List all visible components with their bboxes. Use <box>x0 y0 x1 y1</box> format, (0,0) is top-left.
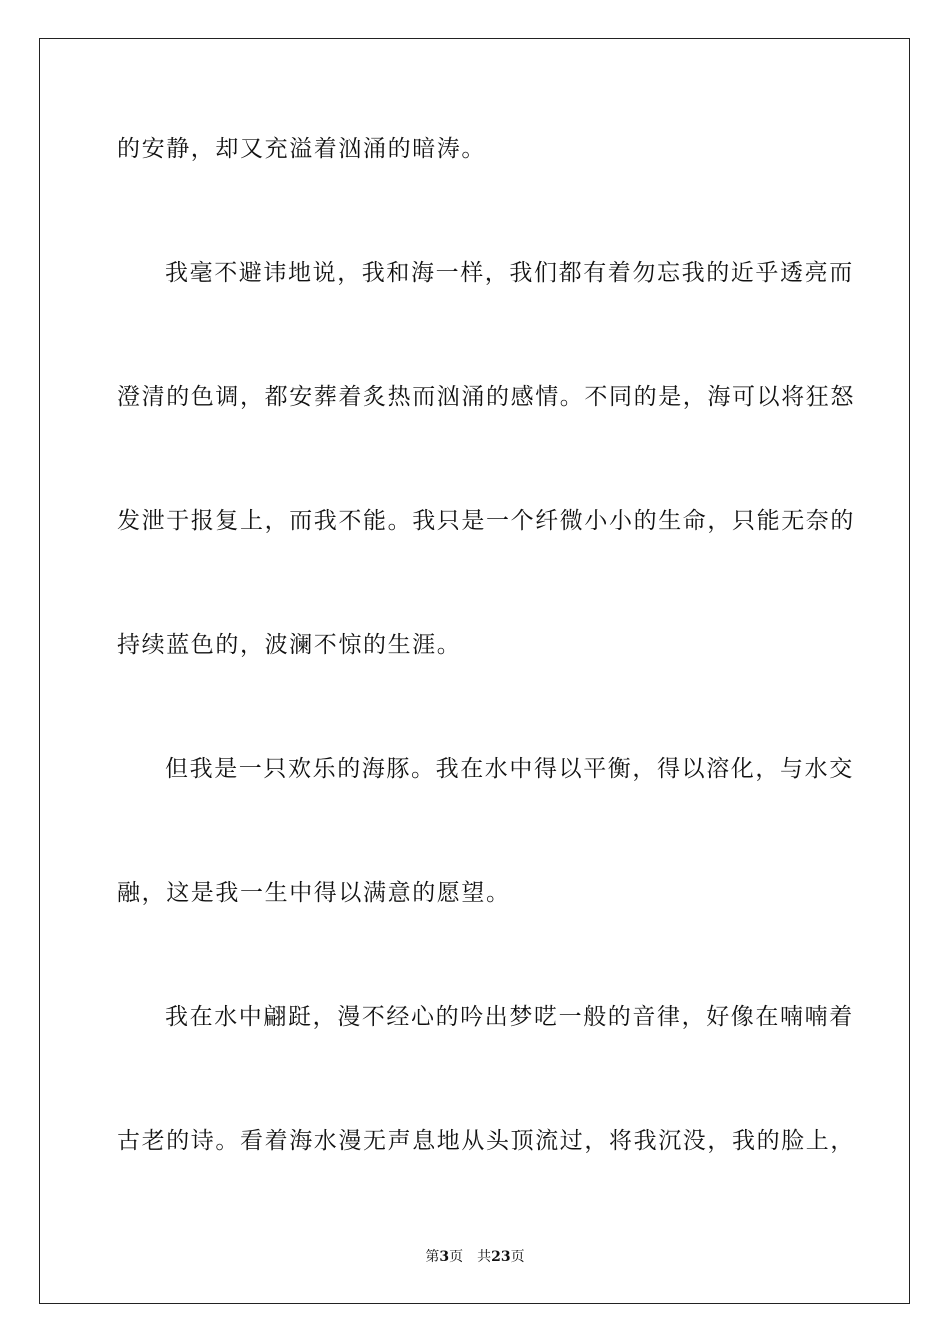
body-text-line: 发泄于报复上，而我不能。我只是一个纤微小小的生命，只能无奈的 <box>117 508 855 534</box>
page-frame <box>39 38 910 1304</box>
page-number: 3 <box>439 1249 450 1265</box>
total-suffix: 页 <box>510 1249 525 1265</box>
body-text-line: 的安静，却又充溢着汹涌的暗涛。 <box>117 136 486 162</box>
page-suffix: 页 <box>449 1249 464 1265</box>
body-text-line: 融，这是我一生中得以满意的愿望。 <box>117 880 511 906</box>
body-text-line: 澄清的色调，都安葬着炙热而汹涌的感情。不同的是，海可以将狂怒 <box>117 384 855 410</box>
total-pages: 23 <box>491 1249 511 1265</box>
body-text-line: 我在水中翩跹，漫不经心的吟出梦呓一般的音律，好像在喃喃着 <box>165 1004 854 1030</box>
page-prefix: 第 <box>425 1249 440 1265</box>
body-text-line: 我毫不避讳地说，我和海一样，我们都有着勿忘我的近乎透亮而 <box>165 260 854 286</box>
body-text-line: 持续蓝色的，波澜不惊的生涯。 <box>117 632 462 658</box>
page-footer <box>0 1248 950 1266</box>
body-text-line: 但我是一只欢乐的海豚。我在水中得以平衡，得以溶化，与水交 <box>165 756 854 782</box>
body-text-line: 古老的诗。看着海水漫无声息地从头顶流过，将我沉没，我的脸上， <box>117 1128 855 1154</box>
total-prefix: 共 <box>477 1249 492 1265</box>
